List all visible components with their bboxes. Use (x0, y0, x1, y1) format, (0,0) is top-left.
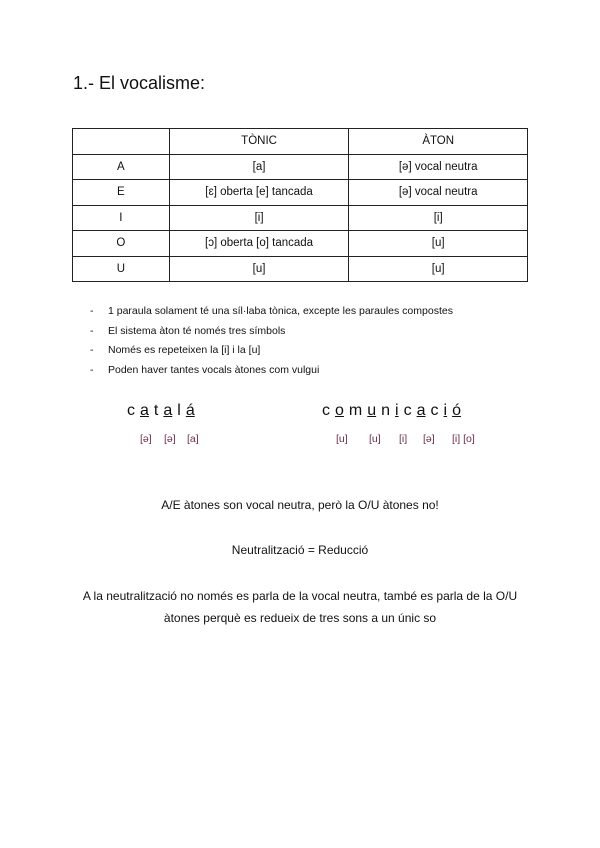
table-cell: [u] (349, 256, 528, 282)
phonetic-symbol: [i] [o] (452, 433, 475, 445)
table-cell: U (73, 256, 170, 282)
phonetic-symbol: [u] (336, 433, 348, 445)
table-row (73, 154, 528, 180)
paragraph-line-2: àtones perquè es redueix de tres sons a un únic so (163, 611, 437, 625)
letter-underlined: a (416, 402, 426, 419)
phonetic-symbol: [ə] (423, 433, 435, 445)
table-header-cell: ÀTON (349, 129, 528, 155)
example-word-comunicacio (322, 402, 466, 420)
table-row (73, 256, 528, 282)
phonetic-symbol: [a] (187, 433, 199, 445)
phonetic-symbol: [i] (399, 433, 408, 445)
table-cell: [i] (169, 205, 349, 231)
letter-underlined: u (367, 402, 377, 419)
phonetic-symbol: [ə] (140, 433, 152, 445)
list-item: - 1 paraula solament té una síl·laba tònica, excepte les paraules compostes (90, 302, 453, 322)
letter: t (153, 402, 159, 419)
letter: n (381, 402, 391, 419)
table-cell: [ɛ] oberta [e] tancada (169, 180, 349, 206)
letter: c (322, 402, 330, 419)
letter-underlined: a (163, 402, 173, 419)
phonetic-symbol: [u] (369, 433, 381, 445)
table-cell: I (73, 205, 170, 231)
letter-underlined: ó (452, 402, 461, 419)
table-cell: A (73, 154, 170, 180)
letter: c (127, 402, 135, 419)
notes-list (90, 302, 453, 380)
table-cell: [ə] vocal neutra (349, 180, 528, 206)
paragraph-line-1: A la neutralització no només es parla de la vocal neutra, també es parla de la O/U (82, 589, 518, 603)
table-cell: [i] (349, 205, 528, 231)
letter: m (348, 402, 363, 419)
table-header-cell: TÒNIC (169, 129, 349, 155)
list-item: - Poden haver tantes vocals àtones com vulgui (90, 361, 453, 381)
letter-underlined: a (140, 402, 149, 419)
equation-text: Neutralització = Reducció (231, 543, 369, 557)
statement-text: A/E àtones son vocal neutra, però la O/U àtones no! (161, 498, 439, 512)
table-row (73, 231, 528, 257)
table-row (73, 205, 528, 231)
letter-underlined: i (443, 402, 448, 419)
table-cell: [u] (169, 256, 349, 282)
table-row (73, 180, 528, 206)
letter: c (403, 402, 412, 419)
table-header-cell (73, 129, 170, 155)
list-item: - Només es repeteixen la [i] i la [u] (90, 341, 453, 361)
list-item: - El sistema àton té només tres símbols (90, 322, 453, 342)
table-cell: [a] (169, 154, 349, 180)
table-header-row (73, 129, 528, 155)
table-cell: [ə] vocal neutra (349, 154, 528, 180)
table-cell: [ɔ] oberta [o] tancada (169, 231, 349, 257)
letter-underlined: i (395, 402, 399, 419)
table-cell: O (73, 231, 170, 257)
page-title: 1.- El vocalisme: (73, 73, 206, 93)
example-word-catala (127, 402, 200, 420)
letter: c (430, 402, 439, 419)
table-cell: [u] (349, 231, 528, 257)
vowel-table (72, 128, 528, 282)
phonetic-symbol: [ə] (164, 433, 176, 445)
letter-underlined: o (335, 402, 344, 419)
table-cell: E (73, 180, 170, 206)
letter-underlined: á (185, 402, 195, 419)
letter: l (177, 402, 181, 419)
